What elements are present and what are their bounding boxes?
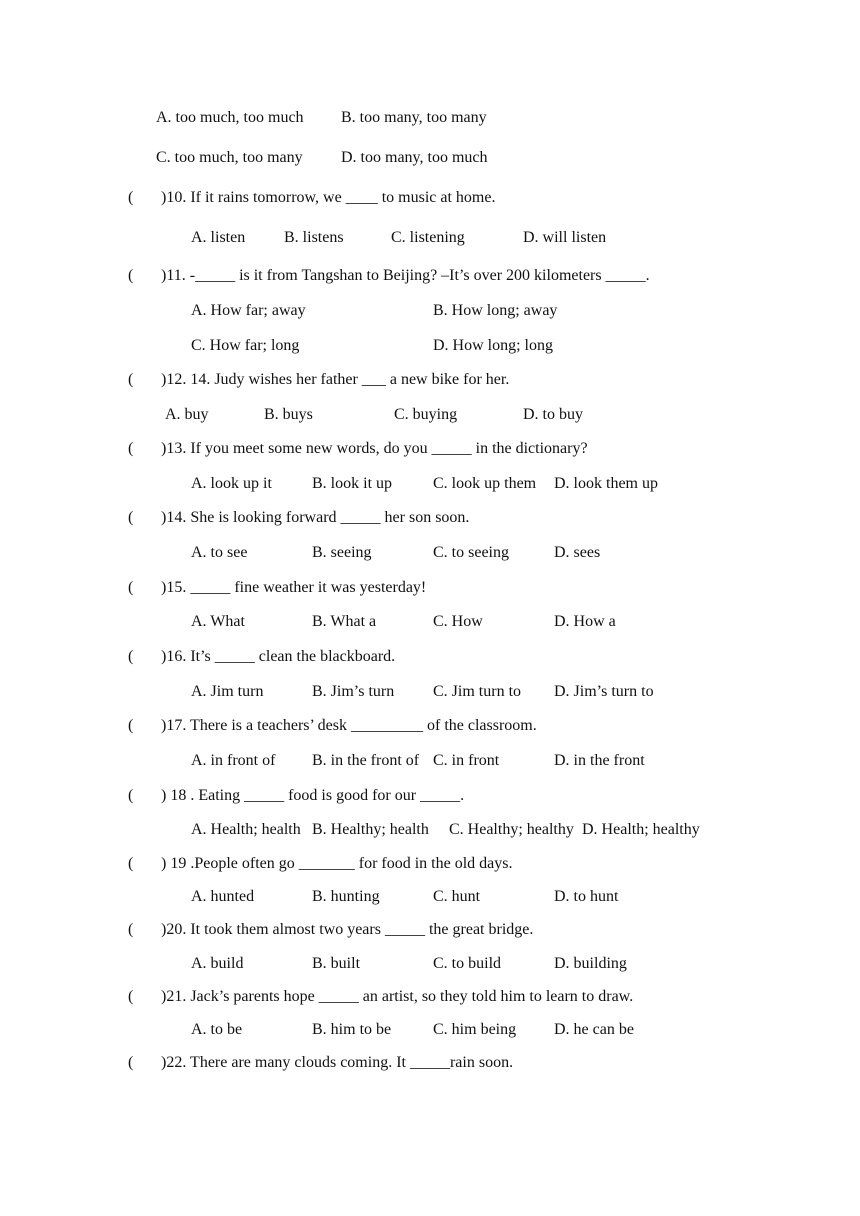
option-c: C. Healthy; healthy (449, 821, 574, 838)
answer-paren: ( (128, 717, 134, 734)
option-d: D. look them up (554, 475, 658, 492)
option-d: D. Jim’s turn to (554, 683, 654, 700)
answer-paren: ( (128, 648, 134, 665)
answer-paren: ( (128, 509, 134, 526)
q9-option-a: A. too much, too much (156, 109, 304, 126)
option-a: A. build (191, 955, 244, 972)
answer-paren: ( (128, 1054, 134, 1071)
option-b: B. What a (312, 613, 377, 630)
option-c: C. to build (433, 955, 502, 972)
answer-paren: ( (128, 267, 134, 284)
option-b: B. hunting (312, 888, 380, 905)
option-b: B. How long; away (433, 302, 558, 319)
q9-option-d: D. too many, too much (341, 149, 488, 166)
question-stem: )20. It took them almost two years _____ the great bridge. (161, 921, 534, 938)
option-d: D. How long; long (433, 337, 553, 354)
option-c: C. look up them (433, 475, 537, 492)
question-stem: )15. _____ fine weather it was yesterday! (161, 579, 427, 596)
question-stem: )11. -_____ is it from Tangshan to Beijing? –It’s over 200 kilometers _____. (161, 267, 650, 284)
option-c: C. to seeing (433, 544, 509, 561)
question-stem: )16. It’s _____ clean the blackboard. (161, 648, 396, 665)
option-c: C. in front (433, 752, 500, 769)
answer-paren: ( (128, 988, 134, 1005)
option-b: B. listens (284, 229, 344, 246)
option-a: A. Jim turn (191, 683, 264, 700)
option-d: D. he can be (554, 1021, 634, 1038)
option-d: D. to buy (523, 406, 583, 423)
option-d: D. will listen (523, 229, 607, 246)
question-stem: )13. If you meet some new words, do you _____ in the dictionary? (161, 440, 588, 457)
question-stem: )12. 14. Judy wishes her father ___ a new bike for her. (161, 371, 510, 388)
option-c: C. hunt (433, 888, 481, 905)
option-d: D. building (554, 955, 627, 972)
answer-paren: ( (128, 440, 134, 457)
option-c: C. Jim turn to (433, 683, 522, 700)
answer-paren: ( (128, 189, 134, 206)
option-d: D. in the front (554, 752, 645, 769)
option-b: B. buys (264, 406, 313, 423)
option-c: C. buying (394, 406, 458, 423)
question-stem: )21. Jack’s parents hope _____ an artist, so they told him to learn to draw. (161, 988, 634, 1005)
question-stem: ) 19 .People often go _______ for food in the old days. (161, 855, 513, 872)
option-a: A. to be (191, 1021, 243, 1038)
option-a: A. buy (165, 406, 209, 423)
option-a: A. What (191, 613, 245, 630)
option-c: C. listening (391, 229, 465, 246)
answer-paren: ( (128, 787, 134, 804)
question-stem: )14. She is looking forward _____ her son soon. (161, 509, 470, 526)
question-stem: ) 18 . Eating _____ food is good for our _____. (161, 787, 465, 804)
option-b: B. built (312, 955, 361, 972)
answer-paren: ( (128, 371, 134, 388)
question-stem: )22. There are many clouds coming. It _____rain soon. (161, 1054, 514, 1071)
option-a: A. in front of (191, 752, 276, 769)
option-b: B. Jim’s turn (312, 683, 395, 700)
option-b: B. Healthy; health (312, 821, 429, 838)
q9-option-c: C. too much, too many (156, 149, 303, 166)
option-d: D. sees (554, 544, 601, 561)
option-b: B. in the front of (312, 752, 420, 769)
option-d: D. to hunt (554, 888, 619, 905)
option-d: D. How a (554, 613, 616, 630)
question-stem: )10. If it rains tomorrow, we ____ to music at home. (161, 189, 496, 206)
option-a: A. Health; health (191, 821, 301, 838)
q9-option-b: B. too many, too many (341, 109, 487, 126)
answer-paren: ( (128, 921, 134, 938)
option-b: B. look it up (312, 475, 393, 492)
answer-paren: ( (128, 855, 134, 872)
option-c: C. him being (433, 1021, 517, 1038)
option-a: A. look up it (191, 475, 272, 492)
option-b: B. him to be (312, 1021, 392, 1038)
option-c: C. How far; long (191, 337, 300, 354)
option-d: D. Health; healthy (582, 821, 700, 838)
answer-paren: ( (128, 579, 134, 596)
option-a: A. How far; away (191, 302, 306, 319)
option-c: C. How (433, 613, 483, 630)
option-a: A. listen (191, 229, 246, 246)
option-a: A. to see (191, 544, 248, 561)
option-b: B. seeing (312, 544, 372, 561)
question-stem: )17. There is a teachers’ desk _________ of the classroom. (161, 717, 537, 734)
option-a: A. hunted (191, 888, 255, 905)
